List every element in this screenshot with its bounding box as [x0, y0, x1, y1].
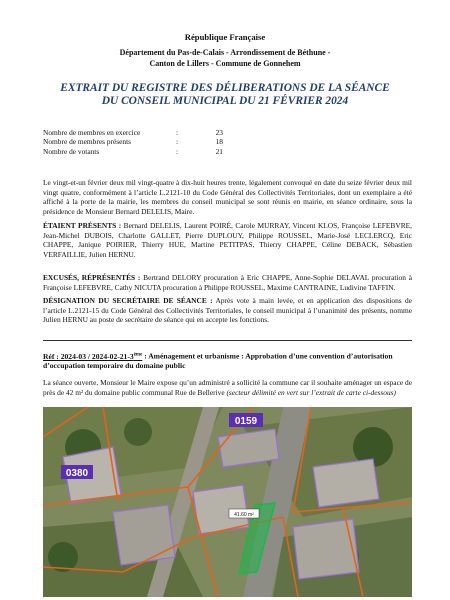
cadastral-map [43, 407, 412, 597]
secretary-label: DÉSIGNATION DU SECRÉTAIRE DE SÉANCE : [43, 296, 213, 305]
presents-paragraph [43, 221, 412, 259]
stat-label: Nombre de membres présents [43, 137, 132, 147]
map-svg [43, 407, 412, 597]
parcel-label: 0159 [234, 416, 258, 427]
stat-separator: : [176, 137, 179, 147]
presents-label: ÉTAIENT PRÉSENTS : [43, 221, 122, 230]
secretary-text: Après vote à main levée, et en application des dispositions de l’article L.2121-15 du Code Général des Collectivités Territoriales, le conseil municipal à l’unanimité des présents, nomme Julien HERNU au poste de secrétaire de séance qui en accepte les fonctions. [43, 296, 412, 325]
excuses-paragraph [43, 273, 412, 292]
stat-value: 18 [215, 137, 223, 147]
body-paragraph [43, 378, 412, 397]
secretary-paragraph [43, 296, 412, 325]
building [293, 519, 359, 579]
title-line-2: DU CONSEIL MUNICIPAL DU 21 FÉVRIER 2024 [101, 95, 349, 107]
stat-label: Nombre de membres en exercice [43, 128, 141, 137]
canton-line: Canton de Lillers - Commune de Gonnehem [149, 59, 301, 68]
stat-row [43, 137, 223, 146]
reference-label: Réf : 2024-03 / 2024-02-21-3 [43, 351, 134, 361]
section-divider [43, 340, 412, 341]
stat-separator: : [176, 128, 179, 137]
presents-text: Bernard DELELIS, Laurent POIRÉ, Carole MURRAY, Vincent KLOS, Françoise LEFEBVRE, Jean-Michel DUBOIS, Charlotte GALLET, Pierre DUPLOUY, Philippe ROUSSEL, Marie-José LECLERCQ, Eric CHAPPE, Janique POIRIER, Thierry HUE, Martine PETITPAS, Thierry CHAPPE, Céline DEBACK, Sébastien VERFAILLIE, Julien HERNU. [43, 221, 412, 259]
stat-value: 23 [215, 128, 223, 137]
stat-value: 21 [215, 146, 223, 156]
body-text: La séance ouverte, Monsieur le Maire expose qu’un administré a sollicité la commune car il souhaite aménager un espace de près de 42 m² du domaine public communal Rue de Bellerive [43, 378, 412, 397]
stat-label: Nombre de votants [43, 146, 100, 156]
department-line: Département du Pas-de-Calais - Arrondissement de Béthune - [119, 48, 331, 57]
reference-sup: ème [133, 352, 143, 357]
republic-heading: République Française [184, 32, 266, 42]
document-title [0, 82, 450, 108]
measure-label: 41.60 m² [234, 512, 254, 518]
stat-row [43, 128, 223, 137]
stat-separator: : [176, 146, 179, 156]
department-heading [0, 47, 450, 69]
excuses-label: EXCUSÉS, RÉPRÉSENTÉS : [43, 273, 141, 282]
tree [124, 418, 152, 446]
building [313, 459, 379, 507]
member-stats [43, 128, 223, 156]
stat-row [43, 147, 223, 156]
reference-title: : Aménagement et urbanisme : Approbation d’une convention d’autorisation d’occupation temporaire du domaine public [43, 351, 393, 371]
body-italic: (secteur délimité en vert sur l’extrait de carte ci-dessous) [226, 387, 396, 397]
building [113, 505, 175, 565]
parcel-label: 0380 [65, 468, 89, 479]
intro-paragraph: Le vingt-et-un février deux mil vingt-quatre à dix-huit heures trente, légalement convoqué en date du seize février deux mil vingt quatre, conformément à l’article L.2121-10 du Code Général des Collectivités Territoriales, dont un exemplaire a été affiché à la porte de la mairie, les membres du conseil municipal se sont réunis en mairie, en séance ordinaire, sous la présidence de Monsieur Bernard DELELIS, Maire. [43, 178, 412, 216]
deliberation-reference [43, 350, 412, 371]
reference-number [43, 352, 142, 361]
excuses-text: Bertrand DELORY procuration à Eric CHAPPE, Anne-Sophie DELAVAL procuration à Françoise LEFEBVRE, Cathy NICUTA procuration à Philippe ROUSSEL, Maxime CANTRAINE, Ludivine TAFFIN. [43, 273, 412, 292]
title-line-1: EXTRAIT DU REGISTRE DES DÉLIBERATIONS DE LA SÉANCE [60, 82, 390, 94]
